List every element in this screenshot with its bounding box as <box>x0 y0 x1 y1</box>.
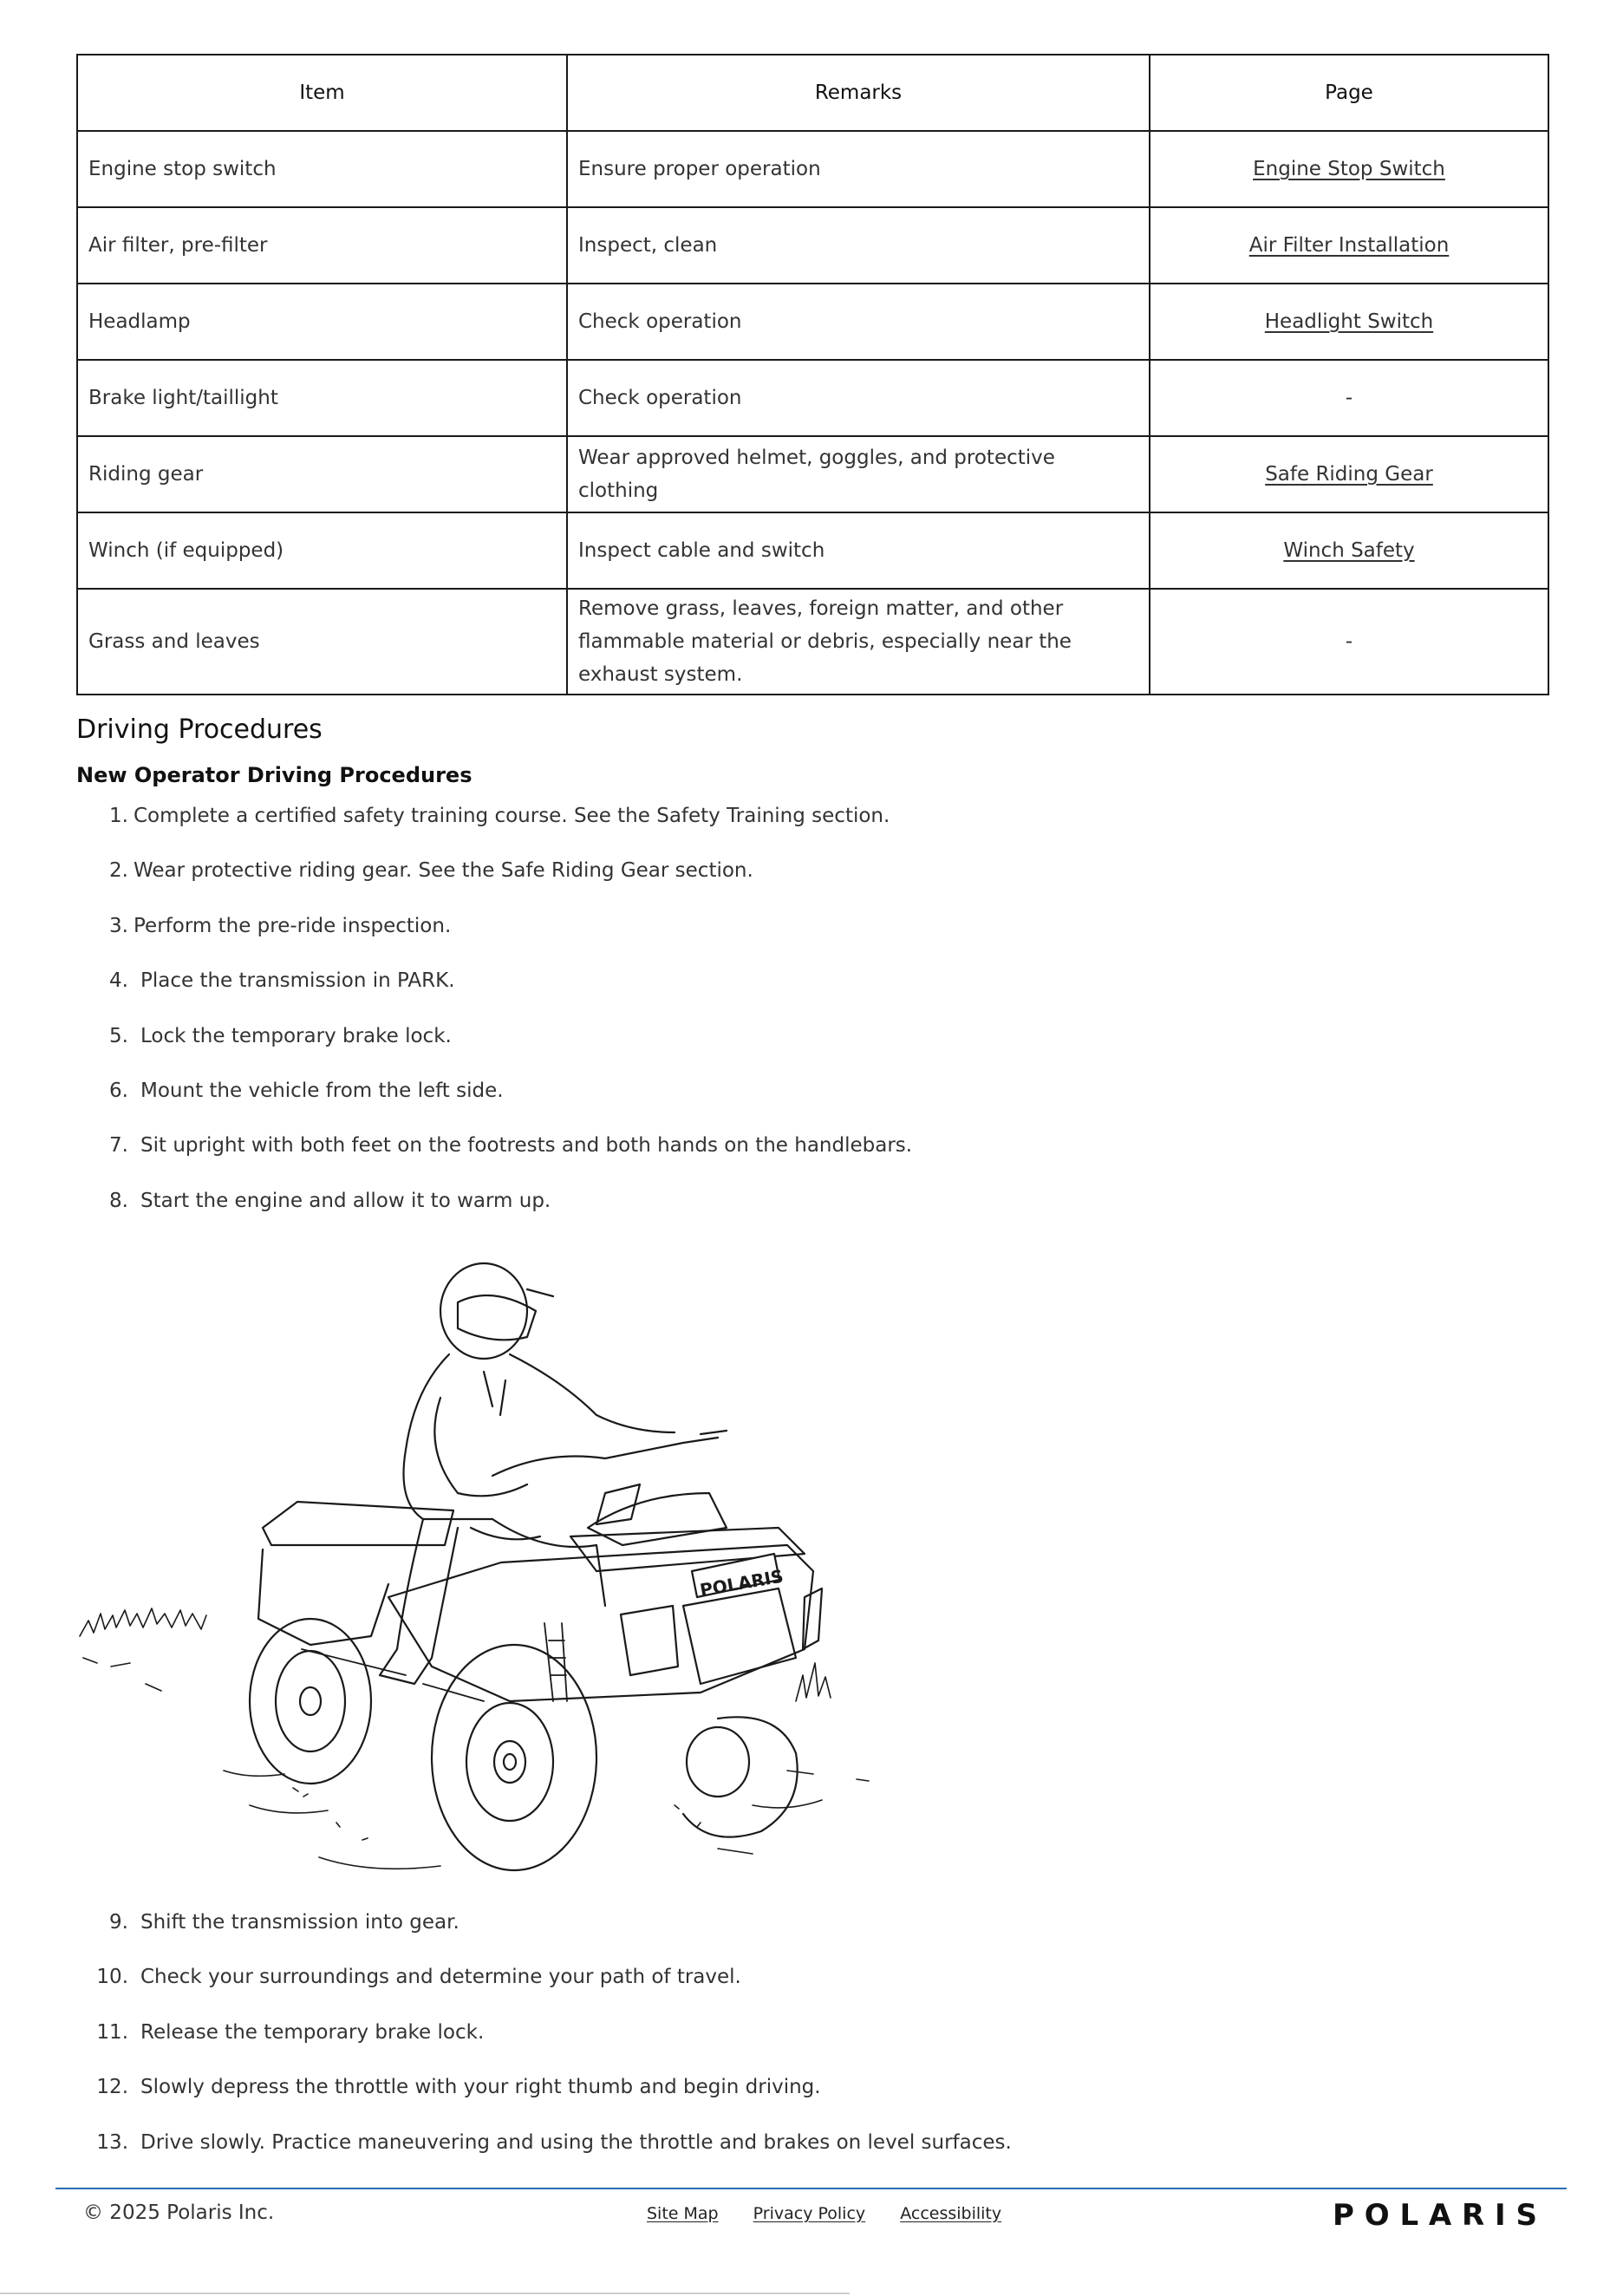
step-number: 12. <box>96 2076 128 2099</box>
rider-figure <box>380 1263 675 1684</box>
step-number: 2. <box>109 859 128 883</box>
footer-links <box>647 2204 1031 2223</box>
copyright-text: © 2025 Polaris Inc. <box>83 2201 275 2224</box>
table-row <box>77 131 1548 207</box>
step-number: 1. <box>109 805 128 827</box>
front-right-wheel <box>683 1717 798 1836</box>
list-item <box>76 915 1117 969</box>
step-text: Slowly depress the throttle with your right thumb and begin driving. <box>140 2076 821 2099</box>
step-number: 9. <box>109 1911 128 1934</box>
table-row <box>77 512 1548 589</box>
handlebars <box>492 1431 727 1476</box>
header-remarks: Remarks <box>567 55 1150 131</box>
section-title: Driving Procedures <box>76 714 323 745</box>
cell-page-none: - <box>1150 360 1548 436</box>
cell-item: Winch (if equipped) <box>77 512 567 589</box>
chassis-details <box>302 1623 567 1701</box>
link-safe-riding-gear[interactable]: Safe Riding Gear <box>1265 463 1433 486</box>
site-map-link[interactable]: Site Map <box>647 2204 719 2223</box>
cell-item: Brake light/taillight <box>77 360 567 436</box>
section-subtitle: New Operator Driving Procedures <box>76 763 473 787</box>
atv-rider-illustration <box>76 1250 917 1918</box>
step-number: 3. <box>109 914 128 937</box>
cell-item: Riding gear <box>77 436 567 512</box>
step-number: 11. <box>96 2020 128 2044</box>
step-text: Check your surroundings and determine your path of travel. <box>140 1966 741 1989</box>
cell-remarks: Check operation <box>567 284 1150 360</box>
steps-list-before-image <box>76 805 1117 1244</box>
step-text: Wear protective riding gear. See the Safe Riding Gear section. <box>134 859 753 883</box>
cell-item: Headlamp <box>77 284 567 360</box>
table-row <box>77 207 1548 284</box>
list-item <box>76 2076 1117 2130</box>
cell-item: Engine stop switch <box>77 131 567 207</box>
step-number: 10. <box>96 1966 128 1989</box>
svg-text:POLARIS: POLARIS <box>698 1565 785 1601</box>
step-text: Perform the pre-ride inspection. <box>134 914 452 937</box>
table-row <box>77 360 1548 436</box>
cell-remarks: Wear approved helmet, goggles, and protective clothing <box>567 436 1150 512</box>
list-item <box>76 1025 1117 1080</box>
cell-page-none: - <box>1150 589 1548 695</box>
list-item <box>76 1966 1117 2020</box>
link-air-filter-installation[interactable]: Air Filter Installation <box>1248 234 1450 257</box>
step-text: Start the engine and allow it to warm up. <box>140 1189 551 1212</box>
pre-ride-inspection-table <box>76 54 1549 695</box>
step-text: Lock the temporary brake lock. <box>140 1024 452 1047</box>
list-item <box>76 805 1117 859</box>
rear-wheel <box>250 1619 371 1784</box>
polaris-logo[interactable] <box>1333 2200 1541 2229</box>
step-text: Complete a certified safety training course. See the Safety Training section. <box>134 805 890 827</box>
svg-text:POLARIS: POLARIS <box>1333 2200 1539 2229</box>
header-page: Page <box>1150 55 1548 131</box>
list-item <box>76 969 1117 1024</box>
cell-item: Air filter, pre-filter <box>77 207 567 284</box>
step-text: Shift the transmission into gear. <box>140 1911 460 1934</box>
list-item <box>76 859 1117 914</box>
document-page <box>76 54 1548 2154</box>
page-edge-line <box>0 2293 850 2294</box>
step-number: 5. <box>109 1024 128 1047</box>
link-winch-safety[interactable]: Winch Safety <box>1283 539 1415 562</box>
list-item <box>76 1911 1117 1966</box>
table-header-row <box>77 55 1548 131</box>
cell-remarks: Inspect cable and switch <box>567 512 1150 589</box>
table-row <box>77 284 1548 360</box>
cell-remarks: Remove grass, leaves, foreign matter, and other flammable material or debris, especially near the exhaust system. <box>567 589 1150 695</box>
list-item <box>76 2131 1117 2186</box>
list-item <box>76 1134 1117 1189</box>
table-row <box>77 589 1548 695</box>
step-number: 8. <box>109 1189 128 1212</box>
cell-remarks: Check operation <box>567 360 1150 436</box>
grass-ground-lines <box>80 1608 869 1869</box>
atv-brand-plate <box>692 1554 785 1601</box>
step-text: Mount the vehicle from the left side. <box>140 1079 504 1102</box>
cell-remarks: Ensure proper operation <box>567 131 1150 207</box>
header-item: Item <box>77 55 567 131</box>
step-number: 7. <box>109 1134 128 1158</box>
list-item <box>76 1190 1117 1244</box>
steps-list-after-image <box>76 1911 1117 2186</box>
step-number: 4. <box>109 969 128 993</box>
step-number: 13. <box>96 2130 128 2154</box>
step-text: Release the temporary brake lock. <box>140 2020 485 2044</box>
cell-item: Grass and leaves <box>77 589 567 695</box>
table-row <box>77 436 1548 512</box>
step-text: Drive slowly. Practice maneuvering and using the throttle and brakes on level surfaces. <box>140 2130 1012 2154</box>
step-number: 6. <box>109 1079 128 1102</box>
front-left-wheel <box>432 1645 596 1870</box>
link-headlight-switch[interactable]: Headlight Switch <box>1264 310 1434 333</box>
list-item <box>76 2021 1117 2076</box>
step-text: Place the transmission in PARK. <box>140 969 455 993</box>
accessibility-link[interactable]: Accessibility <box>900 2204 1002 2223</box>
cell-remarks: Inspect, clean <box>567 207 1150 284</box>
privacy-policy-link[interactable]: Privacy Policy <box>753 2204 866 2223</box>
step-text: Sit upright with both feet on the footrests and both hands on the handlebars. <box>140 1134 913 1158</box>
link-engine-stop-switch[interactable]: Engine Stop Switch <box>1253 158 1445 180</box>
list-item <box>76 1080 1117 1134</box>
page-footer <box>55 2189 1567 2241</box>
